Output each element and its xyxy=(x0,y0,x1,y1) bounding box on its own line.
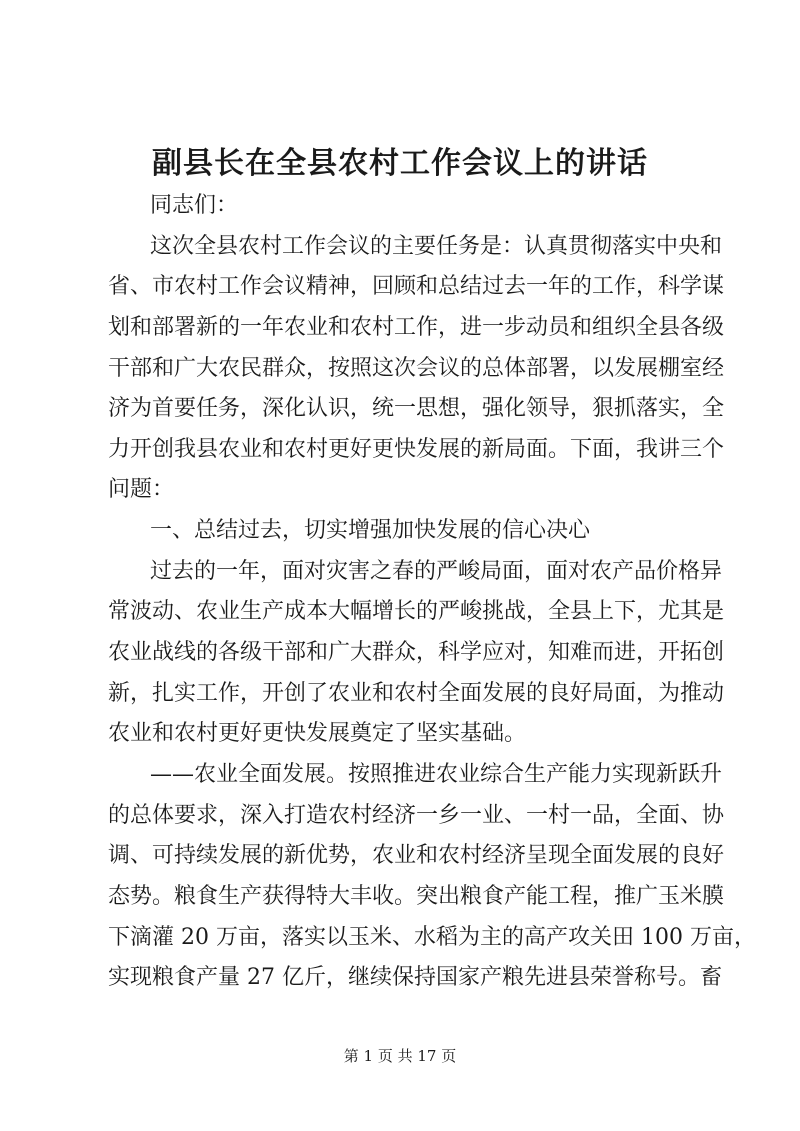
paragraph-line: 下滴灌 20 万亩，落实以玉米、水稻为主的高产攻关田 100 万亩， xyxy=(108,924,756,950)
section-heading: 一、总结过去，切实增强加快发展的信心决心 xyxy=(150,518,591,544)
paragraph-line: 问题： xyxy=(108,477,175,503)
paragraph-line: ——农业全面发展。按照推进农业综合生产能力实现新跃升 xyxy=(150,761,723,787)
paragraph-line: 济为首要任务，深化认识，统一思想，强化领导，狠抓落实，全 xyxy=(108,396,725,422)
paragraph-line: 这次全县农村工作会议的主要任务是：认真贯彻落实中央和 xyxy=(150,233,723,259)
paragraph-line: 省、市农村工作会议精神，回顾和总结过去一年的工作，科学谋 xyxy=(108,274,725,300)
salutation-line: 同志们： xyxy=(150,193,239,218)
paragraph-line: 划和部署新的一年农业和农村工作，进一步动员和组织全县各级 xyxy=(108,314,725,340)
paragraph-line: 调、可持续发展的新优势，农业和农村经济呈现全面发展的良好 xyxy=(108,843,725,869)
page-footer: 第 1 页 共 17 页 xyxy=(343,1047,457,1065)
paragraph-line: 态势。粮食生产获得特大丰收。突出粮食产能工程，推广玉米膜 xyxy=(108,883,725,909)
paragraph-line: 干部和广大农民群众，按照这次会议的总体部署，以发展棚室经 xyxy=(108,355,725,381)
document-body xyxy=(108,186,756,999)
paragraph-line: 农业战线的各级干部和广大群众，科学应对，知难而进，开拓创 xyxy=(108,640,725,666)
paragraph-line: 的总体要求，深入打造农村经济一乡一业、一村一品，全面、协 xyxy=(108,802,725,828)
paragraph-line: 常波动、农业生产成本大幅增长的严峻挑战，全县上下，尤其是 xyxy=(108,599,725,625)
paragraph-line: 实现粮食产量 27 亿斤，继续保持国家产粮先进县荣誉称号。畜 xyxy=(108,965,722,991)
document-title: 副县长在全县农村工作会议上的讲话 xyxy=(152,146,648,181)
paragraph-line: 过去的一年，面对灾害之春的严峻局面，面对农产品价格异 xyxy=(150,558,723,584)
paragraph-line: 力开创我县农业和农村更好更快发展的新局面。下面，我讲三个 xyxy=(108,436,725,462)
paragraph-line: 新，扎实工作，开创了农业和农村全面发展的良好局面，为推动 xyxy=(108,680,725,706)
paragraph-line: 农业和农村更好更快发展奠定了坚实基础。 xyxy=(108,721,527,747)
